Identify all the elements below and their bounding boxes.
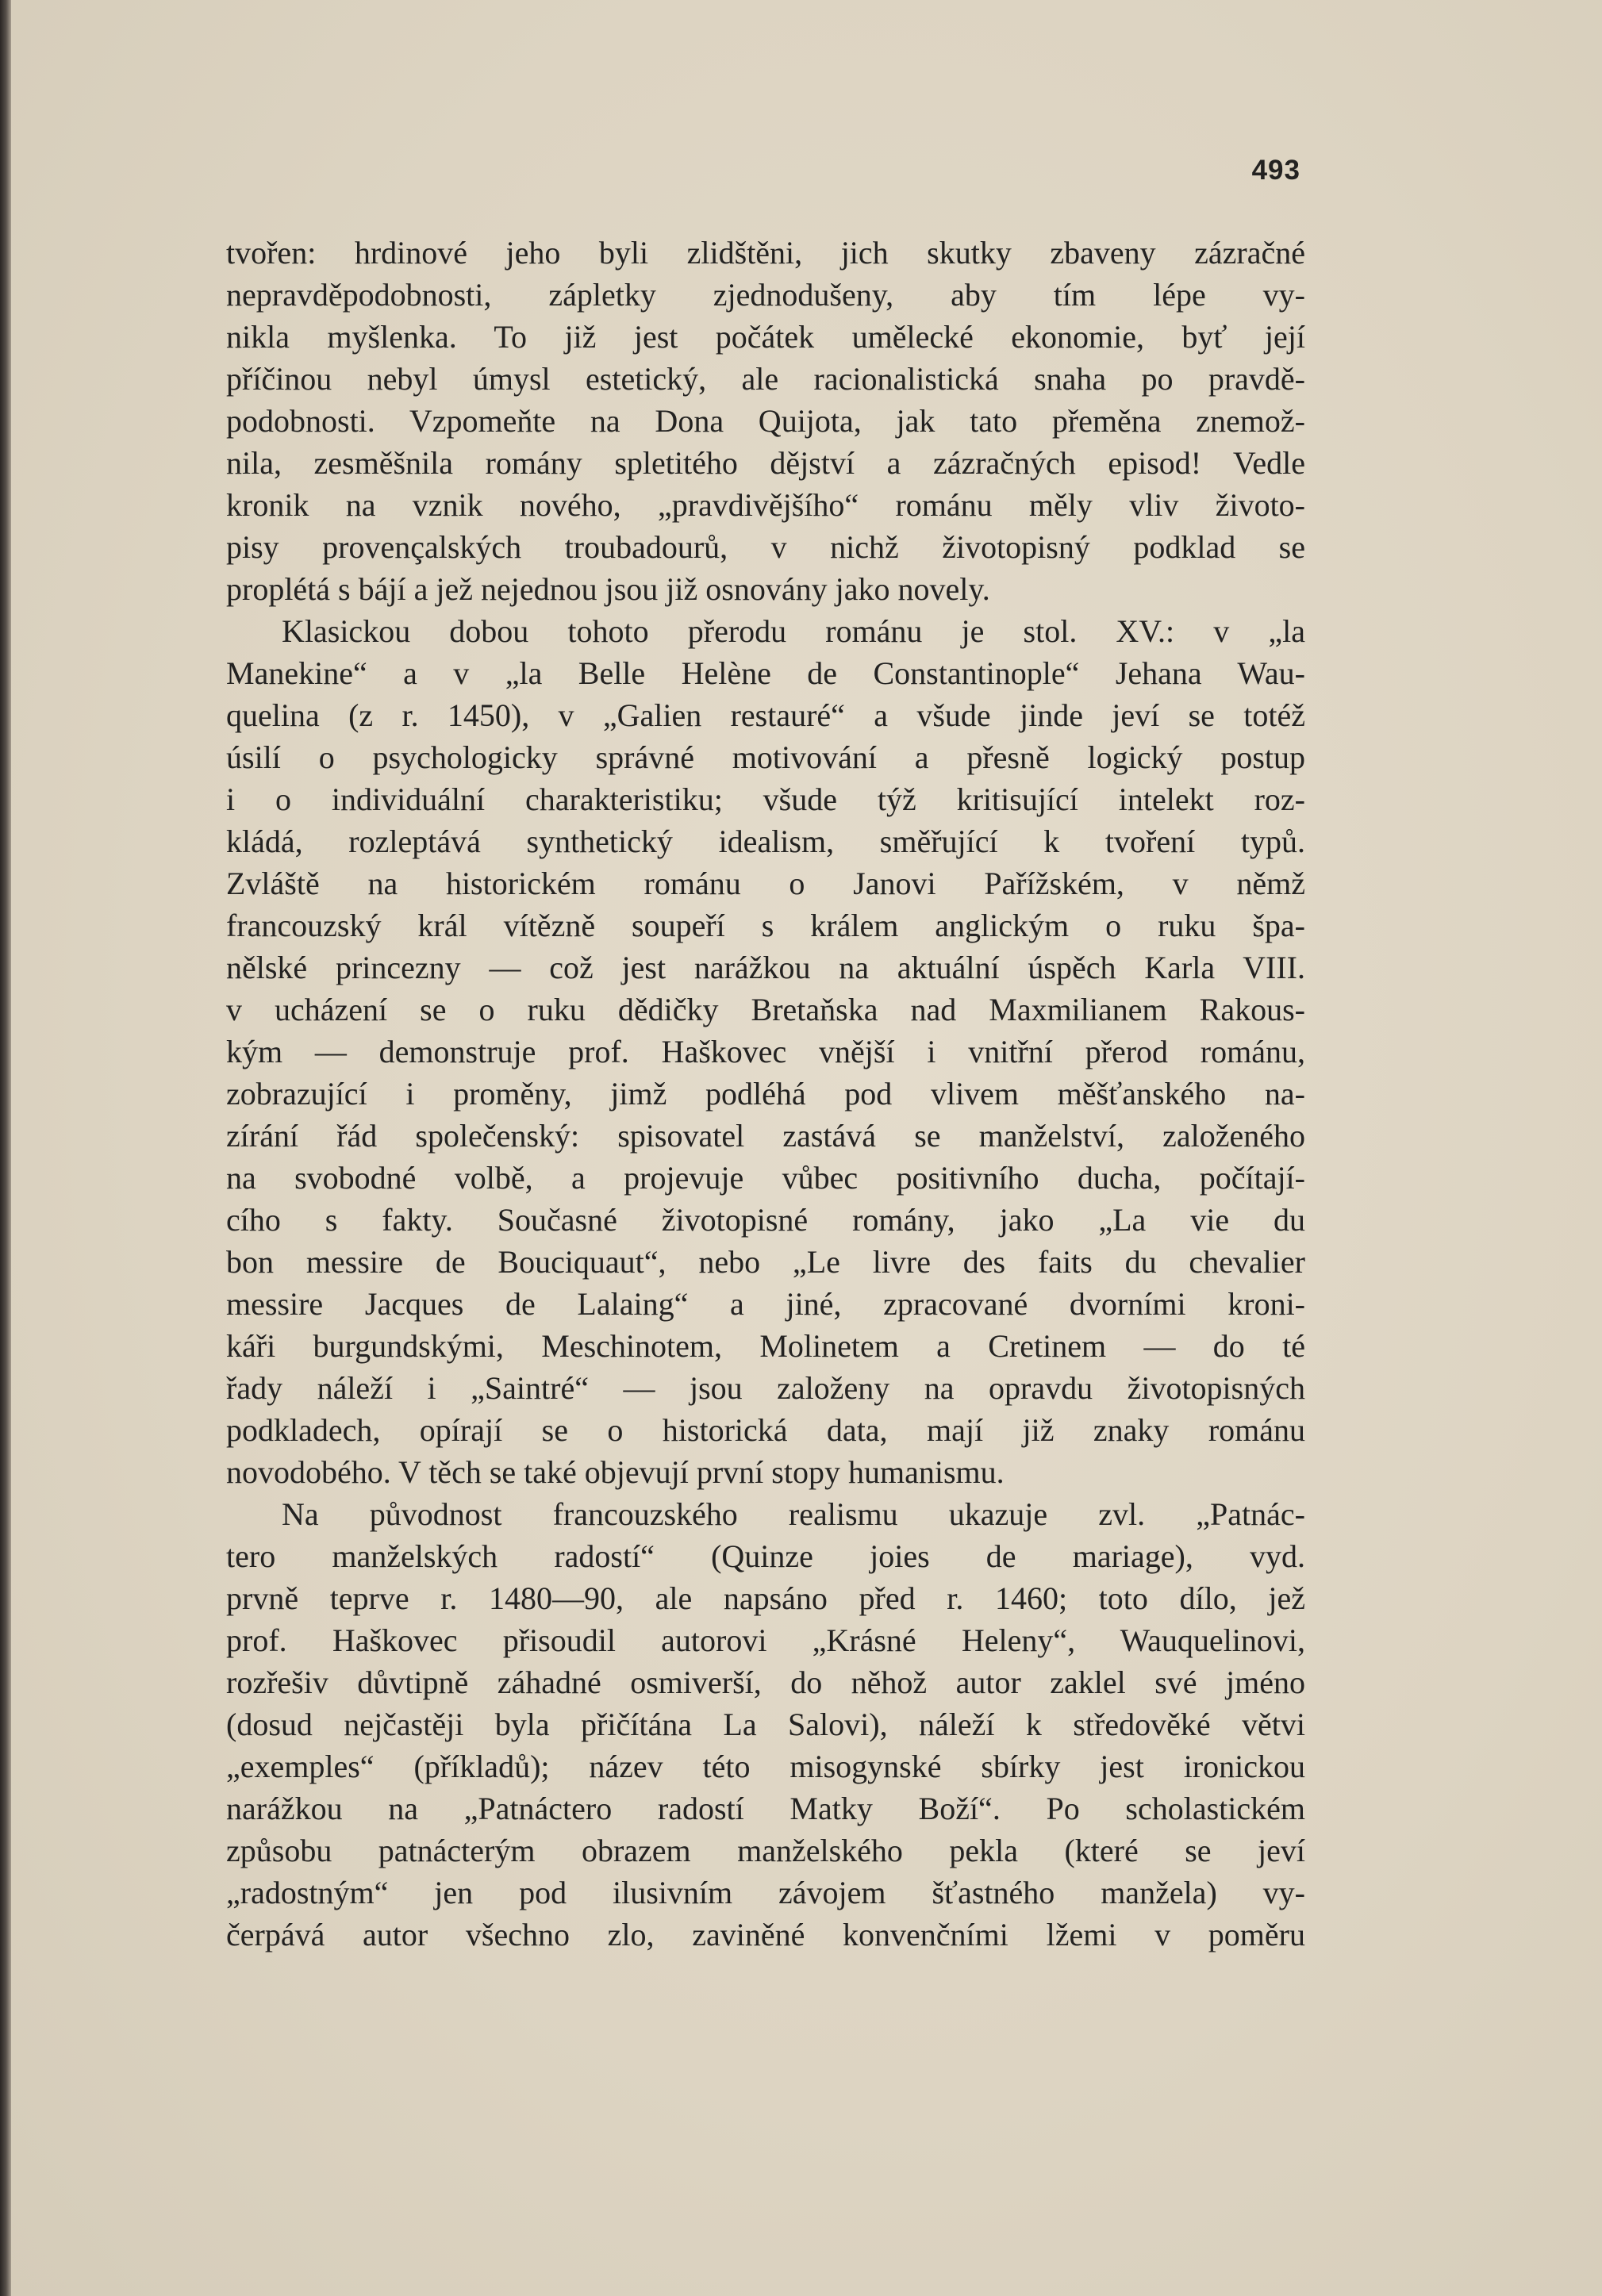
- text-line: prvně teprve r. 1480—90, ale napsáno před r. 1460; toto dílo, jež: [226, 1580, 1305, 1616]
- text-line: v ucházení se o ruku dědičky Bretaňska nad Maxmilianem Rakous-: [226, 992, 1305, 1027]
- text-line: „radostným“ jen pod ilusivním závojem šťastného manžela) vy-: [226, 1875, 1305, 1910]
- text-line: Manekine“ a v „la Belle Helène de Constantinople“ Jehana Wau-: [226, 655, 1305, 691]
- page-number: 493: [1251, 155, 1300, 186]
- book-page: [11, 0, 1602, 2296]
- text-line: bon messire de Bouciquaut“, nebo „Le livre des faits du chevalier: [226, 1244, 1305, 1280]
- text-line: nikla myšlenka. To již jest počátek umělecké ekonomie, byť její: [226, 319, 1305, 355]
- text-line: proplétá s bájí a jež nejednou jsou již osnovány jako novely.: [226, 571, 990, 607]
- text-line: pisy provençalských troubadourů, v nichž životopisný podklad se: [226, 529, 1305, 565]
- text-line: úsilí o psychologicky správné motivování a přesně logický postup: [226, 739, 1305, 775]
- body-text: [226, 232, 1305, 1956]
- text-line: Zvláště na historickém románu o Janovi Pařížském, v němž: [226, 866, 1305, 901]
- text-line: na svobodné volbě, a projevuje vůbec positivního ducha, počítají-: [226, 1160, 1305, 1196]
- text-line: quelina (z r. 1450), v „Galien restauré“ a všude jinde jeví se totéž: [226, 697, 1305, 733]
- text-line: čerpává autor všechno zlo, zaviněné konvenčními lžemi v poměru: [226, 1917, 1305, 1952]
- text-line: i o individuální charakteristiku; všude týž kritisující intelekt roz-: [226, 781, 1305, 817]
- text-line: podkladech, opírají se o historická data, mají již znaky románu: [226, 1412, 1305, 1448]
- text-line: kronik na vznik nového, „pravdivějšího“ románu měly vliv životo-: [226, 487, 1305, 523]
- text-line: příčinou nebyl úmysl estetický, ale racionalistická snaha po pravdě-: [226, 361, 1305, 397]
- text-line: kládá, rozleptává synthetický idealism, směřující k tvoření typů.: [226, 824, 1305, 859]
- text-line: prof. Haškovec přisoudil autorovi „Krásné Heleny“, Wauquelinovi,: [226, 1622, 1305, 1658]
- book-spine-shadow: [0, 0, 11, 2296]
- text-line: novodobého. V těch se také objevují první stopy humanismu.: [226, 1454, 1005, 1490]
- text-line: káři burgundskými, Meschinotem, Molinetem a Cretinem — do té: [226, 1328, 1305, 1364]
- text-line: rozřešiv důvtipně záhadné osmiverší, do něhož autor zaklel své jméno: [226, 1664, 1305, 1700]
- text-line: cího s fakty. Současné životopisné romány, jako „La vie du: [226, 1202, 1305, 1238]
- text-line: kým — demonstruje prof. Haškovec vnější i vnitřní přerod románu,: [226, 1034, 1305, 1069]
- text-line: tvořen: hrdinové jeho byli zlidštěni, jich skutky zbaveny zázračné: [226, 235, 1305, 271]
- text-line: zobrazující i proměny, jimž podléhá pod vlivem měšťanského na-: [226, 1076, 1305, 1112]
- text-line: „exemples“ (příkladů); název této misogynské sbírky jest ironickou: [226, 1749, 1305, 1784]
- text-line: francouzský král vítězně soupeří s králem anglickým o ruku špa-: [226, 908, 1305, 943]
- text-line: nělské princezny — což jest narážkou na aktuální úspěch Karla VIII.: [226, 950, 1305, 985]
- text-line: nila, zesměšnila romány spletitého dějství a zázračných episod! Vedle: [226, 445, 1305, 481]
- text-line: tero manželských radostí“ (Quinze joies de mariage), vyd.: [226, 1538, 1305, 1574]
- text-line: Na původnost francouzského realismu ukazuje zvl. „Patnác-: [282, 1496, 1305, 1532]
- text-line: nepravděpodobnosti, zápletky zjednodušeny, aby tím lépe vy-: [226, 277, 1305, 313]
- text-line: narážkou na „Patnáctero radostí Matky Boží“. Po scholastickém: [226, 1791, 1305, 1826]
- text-line: řady náleží i „Saintré“ — jsou založeny na opravdu životopisných: [226, 1370, 1305, 1406]
- text-line: (dosud nejčastěji byla přičítána La Salovi), náleží k středověké větvi: [226, 1707, 1305, 1742]
- text-line: zírání řád společenský: spisovatel zastává se manželství, založeného: [226, 1118, 1305, 1154]
- text-line: způsobu patnácterým obrazem manželského pekla (které se jeví: [226, 1833, 1305, 1868]
- text-line: messire Jacques de Lalaing“ a jiné, zpracované dvorními kroni-: [226, 1286, 1305, 1322]
- text-line: Klasickou dobou tohoto přerodu románu je stol. XV.: v „la: [282, 613, 1305, 649]
- text-line: podobnosti. Vzpomeňte na Dona Quijota, jak tato přeměna znemož-: [226, 403, 1305, 439]
